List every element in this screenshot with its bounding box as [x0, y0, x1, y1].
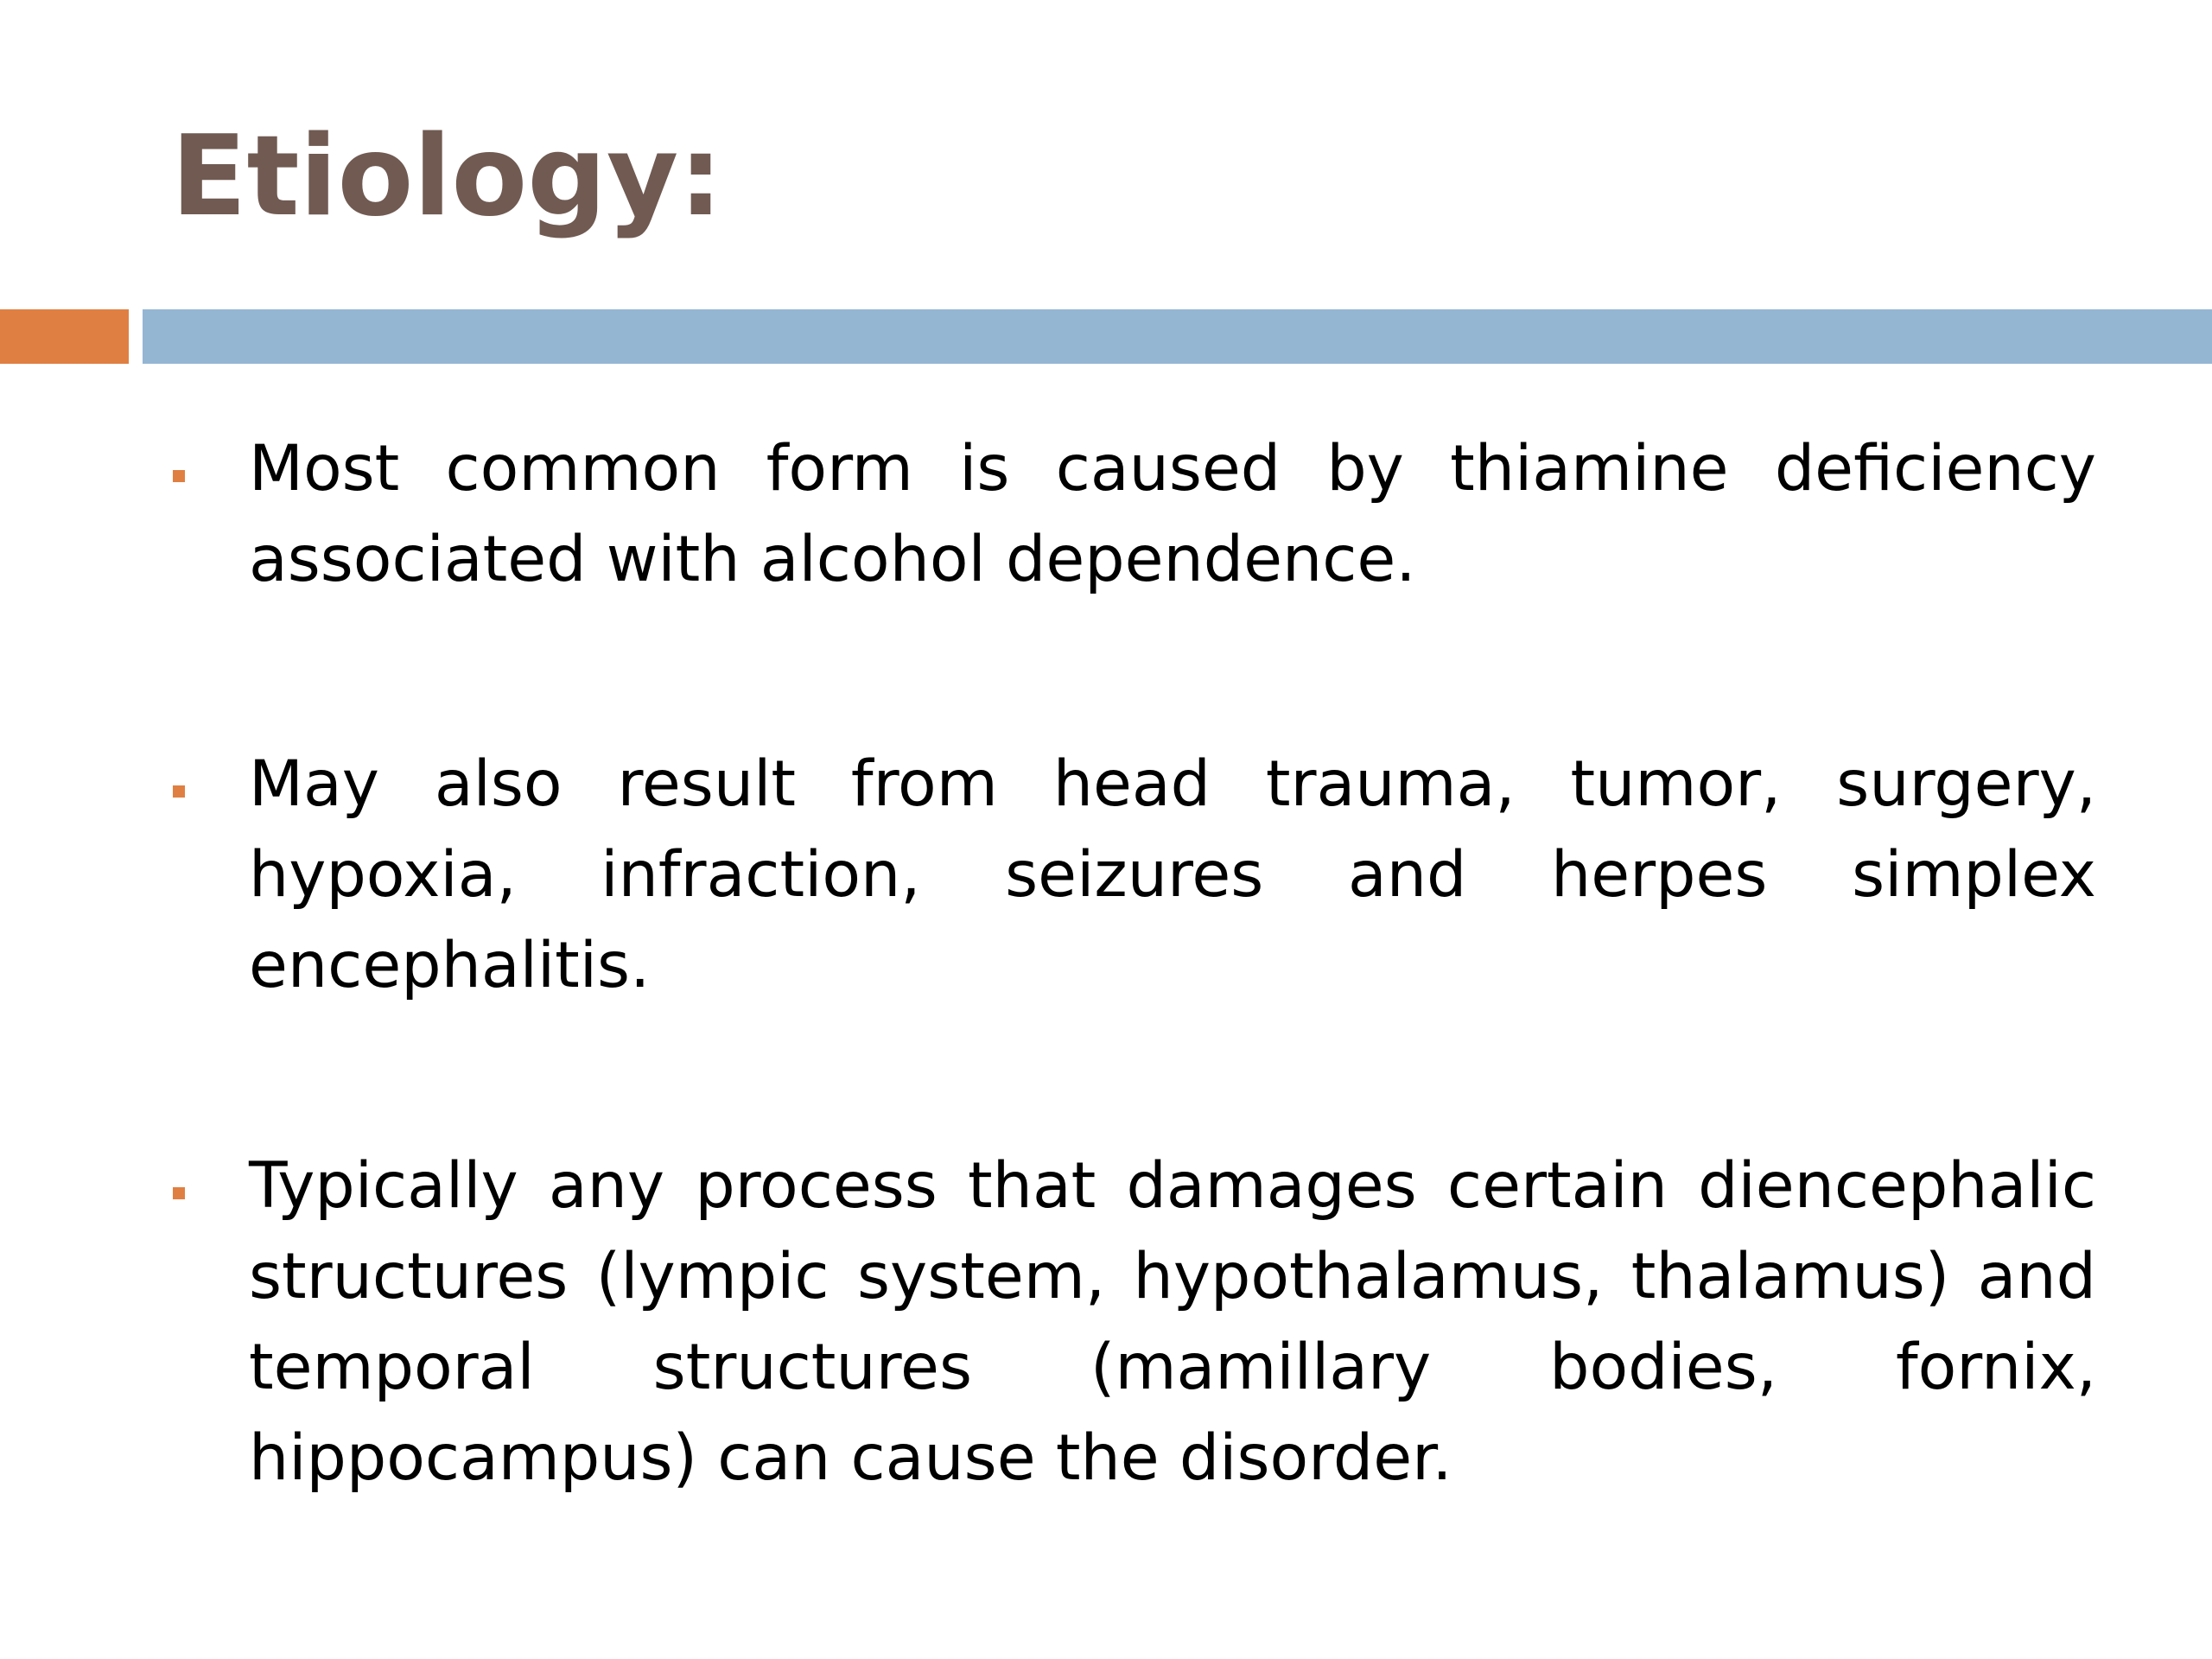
title-rule-accent: [0, 309, 129, 364]
bullet-square-icon: [173, 785, 185, 798]
title-rule-bar: [143, 309, 2212, 364]
slide-title: Etiology:: [171, 112, 723, 241]
bullet-text: Most common form is caused by thiamine deficiency associated with alcohol dependence.: [249, 432, 2096, 596]
bullet-text: May also result from head trauma, tumor, surgery, hypoxia, infraction, seizures and herpes simplex encephalitis.: [249, 747, 2096, 1002]
bullet-text: Typically any process that damages certain diencephalic structures (lympic system, hypothalamus, thalamus) and temporal structures (mamillary bodies, fornix, hippocampus) can cause the disorder.: [249, 1149, 2096, 1495]
bullet-square-icon: [173, 470, 185, 482]
bullet-square-icon: [173, 1187, 185, 1199]
